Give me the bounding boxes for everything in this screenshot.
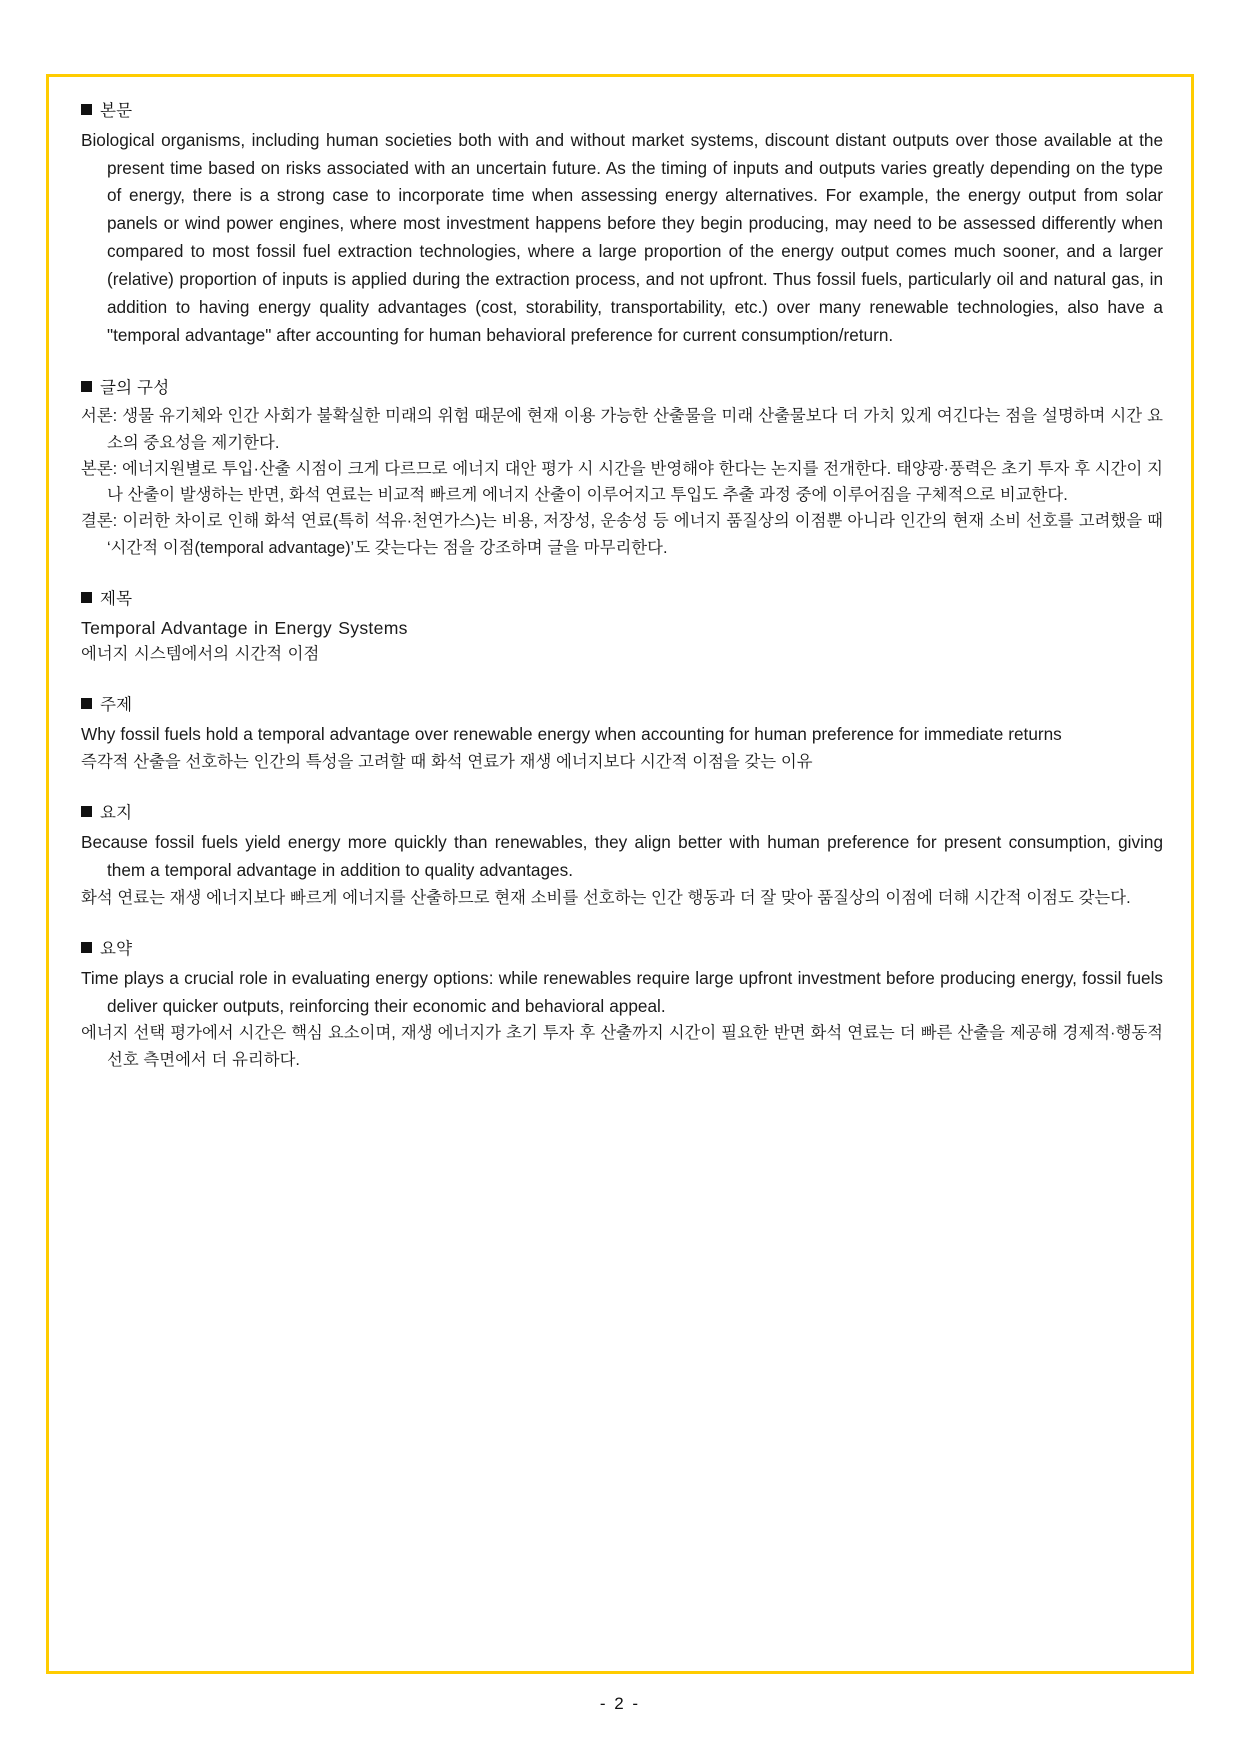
- paragraph-yoji-en: Because fossil fuels yield energy more quickly than renewables, they align better with human preference for present consumption, giving them a temporal advantage in addition to quality advantages.: [81, 831, 1163, 880]
- section-marker-icon: [81, 104, 92, 115]
- section-jemok: [81, 587, 1163, 667]
- section-heading-label: 요약: [100, 939, 133, 958]
- title-korean: 에너지 시스템에서의 시간적 이점: [81, 644, 320, 663]
- section-heading-guseong: [81, 376, 1163, 401]
- document-content: [81, 99, 1163, 1661]
- section-heading-label: 제목: [100, 589, 133, 608]
- section-heading-label: 요지: [100, 804, 133, 823]
- section-yoyak: [81, 937, 1163, 1073]
- section-heading-bonmun: [81, 99, 1163, 124]
- paragraph-bonmun-en: Biological organisms, including human societies both with and without market systems, discount distant outputs over those available at the present time based on risks associated with an uncertain future. As the timing of inputs and outputs varies greatly depending on the type of energy, there is a strong case to incorporate time when assessing energy alternatives. For example, the energy output from solar panels or wind power engines, where most investment happens before they begin producing, may need to be assessed differently when compared to most fossil fuel extraction technologies, where a large proportion of the energy output comes much sooner, and a larger (relative) proportion of inputs is applied during the extraction process, and not upfront. Thus fossil fuels, particularly oil and natural gas, in addition to having energy quality advantages (cost, storability, transportability, etc.) over many renewable technologies, also have a "temporal advantage" after accounting for human behavioral preference for current consumption/return.: [81, 129, 1163, 345]
- paragraph-yoji-ko: 화석 연료는 재생 에너지보다 빠르게 에너지를 산출하므로 현재 소비를 선호하는 인간 행동과 더 잘 맞아 품질상의 이점에 더해 시간적 이점도 갖는다.: [81, 888, 1131, 907]
- section-guseong: [81, 376, 1163, 561]
- section-heading-label: 주제: [100, 696, 133, 715]
- paragraph-guseong-seoron: 서론: 생물 유기체와 인간 사회가 불확실한 미래의 위험 때문에 현재 이용 가능한 산출물을 미래 산출물보다 더 가치 있게 여긴다는 점을 설명하며 시간 요소의 중요성을 제기한다.: [81, 407, 1163, 452]
- section-marker-icon: [81, 381, 92, 392]
- section-marker-icon: [81, 592, 92, 603]
- section-heading-yoyak: [81, 937, 1163, 962]
- paragraph-guseong-bonron: 본론: 에너지원별로 투입·산출 시점이 크게 다르므로 에너지 대안 평가 시 시간을 반영해야 한다는 논지를 전개한다. 태양광·풍력은 초기 투자 후 시간이 지나 산출이 발생하는 반면, 화석 연료는 비교적 빠르게 에너지 산출이 이루어지고 투입도 추출 과정 중에 이루어짐을 구체적으로 비교한다.: [81, 459, 1163, 505]
- title-english: Temporal Advantage in Energy Systems: [81, 617, 408, 638]
- section-yoji: [81, 801, 1163, 911]
- section-juje: [81, 693, 1163, 775]
- paragraph-guseong-gyeollon: 결론: 이러한 차이로 인해 화석 연료(특히 석유·천연가스)는 비용, 저장성, 운송성 등 에너지 품질상의 이점뿐 아니라 인간의 현재 소비 선호를 고려했을 때 ‘시간적 이점(temporal advantage)’도 갖는다는 점을 강조하며 글을 마무리한다.: [81, 512, 1163, 557]
- paragraph-juje-en: Why fossil fuels hold a temporal advantage over renewable energy when accounting for human preference for immediate returns: [81, 724, 1062, 745]
- section-heading-label: 본문: [100, 102, 133, 120]
- section-heading-label: 글의 구성: [100, 378, 170, 397]
- section-marker-icon: [81, 698, 92, 709]
- section-bonmun: [81, 99, 1163, 350]
- section-heading-jemok: [81, 587, 1163, 612]
- section-marker-icon: [81, 806, 92, 817]
- section-marker-icon: [81, 942, 92, 953]
- section-heading-yoji: [81, 801, 1163, 826]
- paragraph-yoyak-ko: 에너지 선택 평가에서 시간은 핵심 요소이며, 재생 에너지가 초기 투자 후 산출까지 시간이 필요한 반면 화석 연료는 더 빠른 산출을 제공해 경제적·행동적 선호 측면에서 더 유리하다.: [81, 1024, 1163, 1069]
- page-number: - 2 -: [599, 1694, 641, 1713]
- section-heading-juje: [81, 693, 1163, 718]
- page-border-frame: [46, 74, 1194, 1674]
- paragraph-yoyak-en: Time plays a crucial role in evaluating energy options: while renewables require large upfront investment before producing energy, fossil fuels deliver quicker outputs, reinforcing their economic and behavioral appeal.: [81, 967, 1163, 1016]
- paragraph-juje-ko: 즉각적 산출을 선호하는 인간의 특성을 고려할 때 화석 연료가 재생 에너지보다 시간적 이점을 갖는 이유: [81, 752, 813, 771]
